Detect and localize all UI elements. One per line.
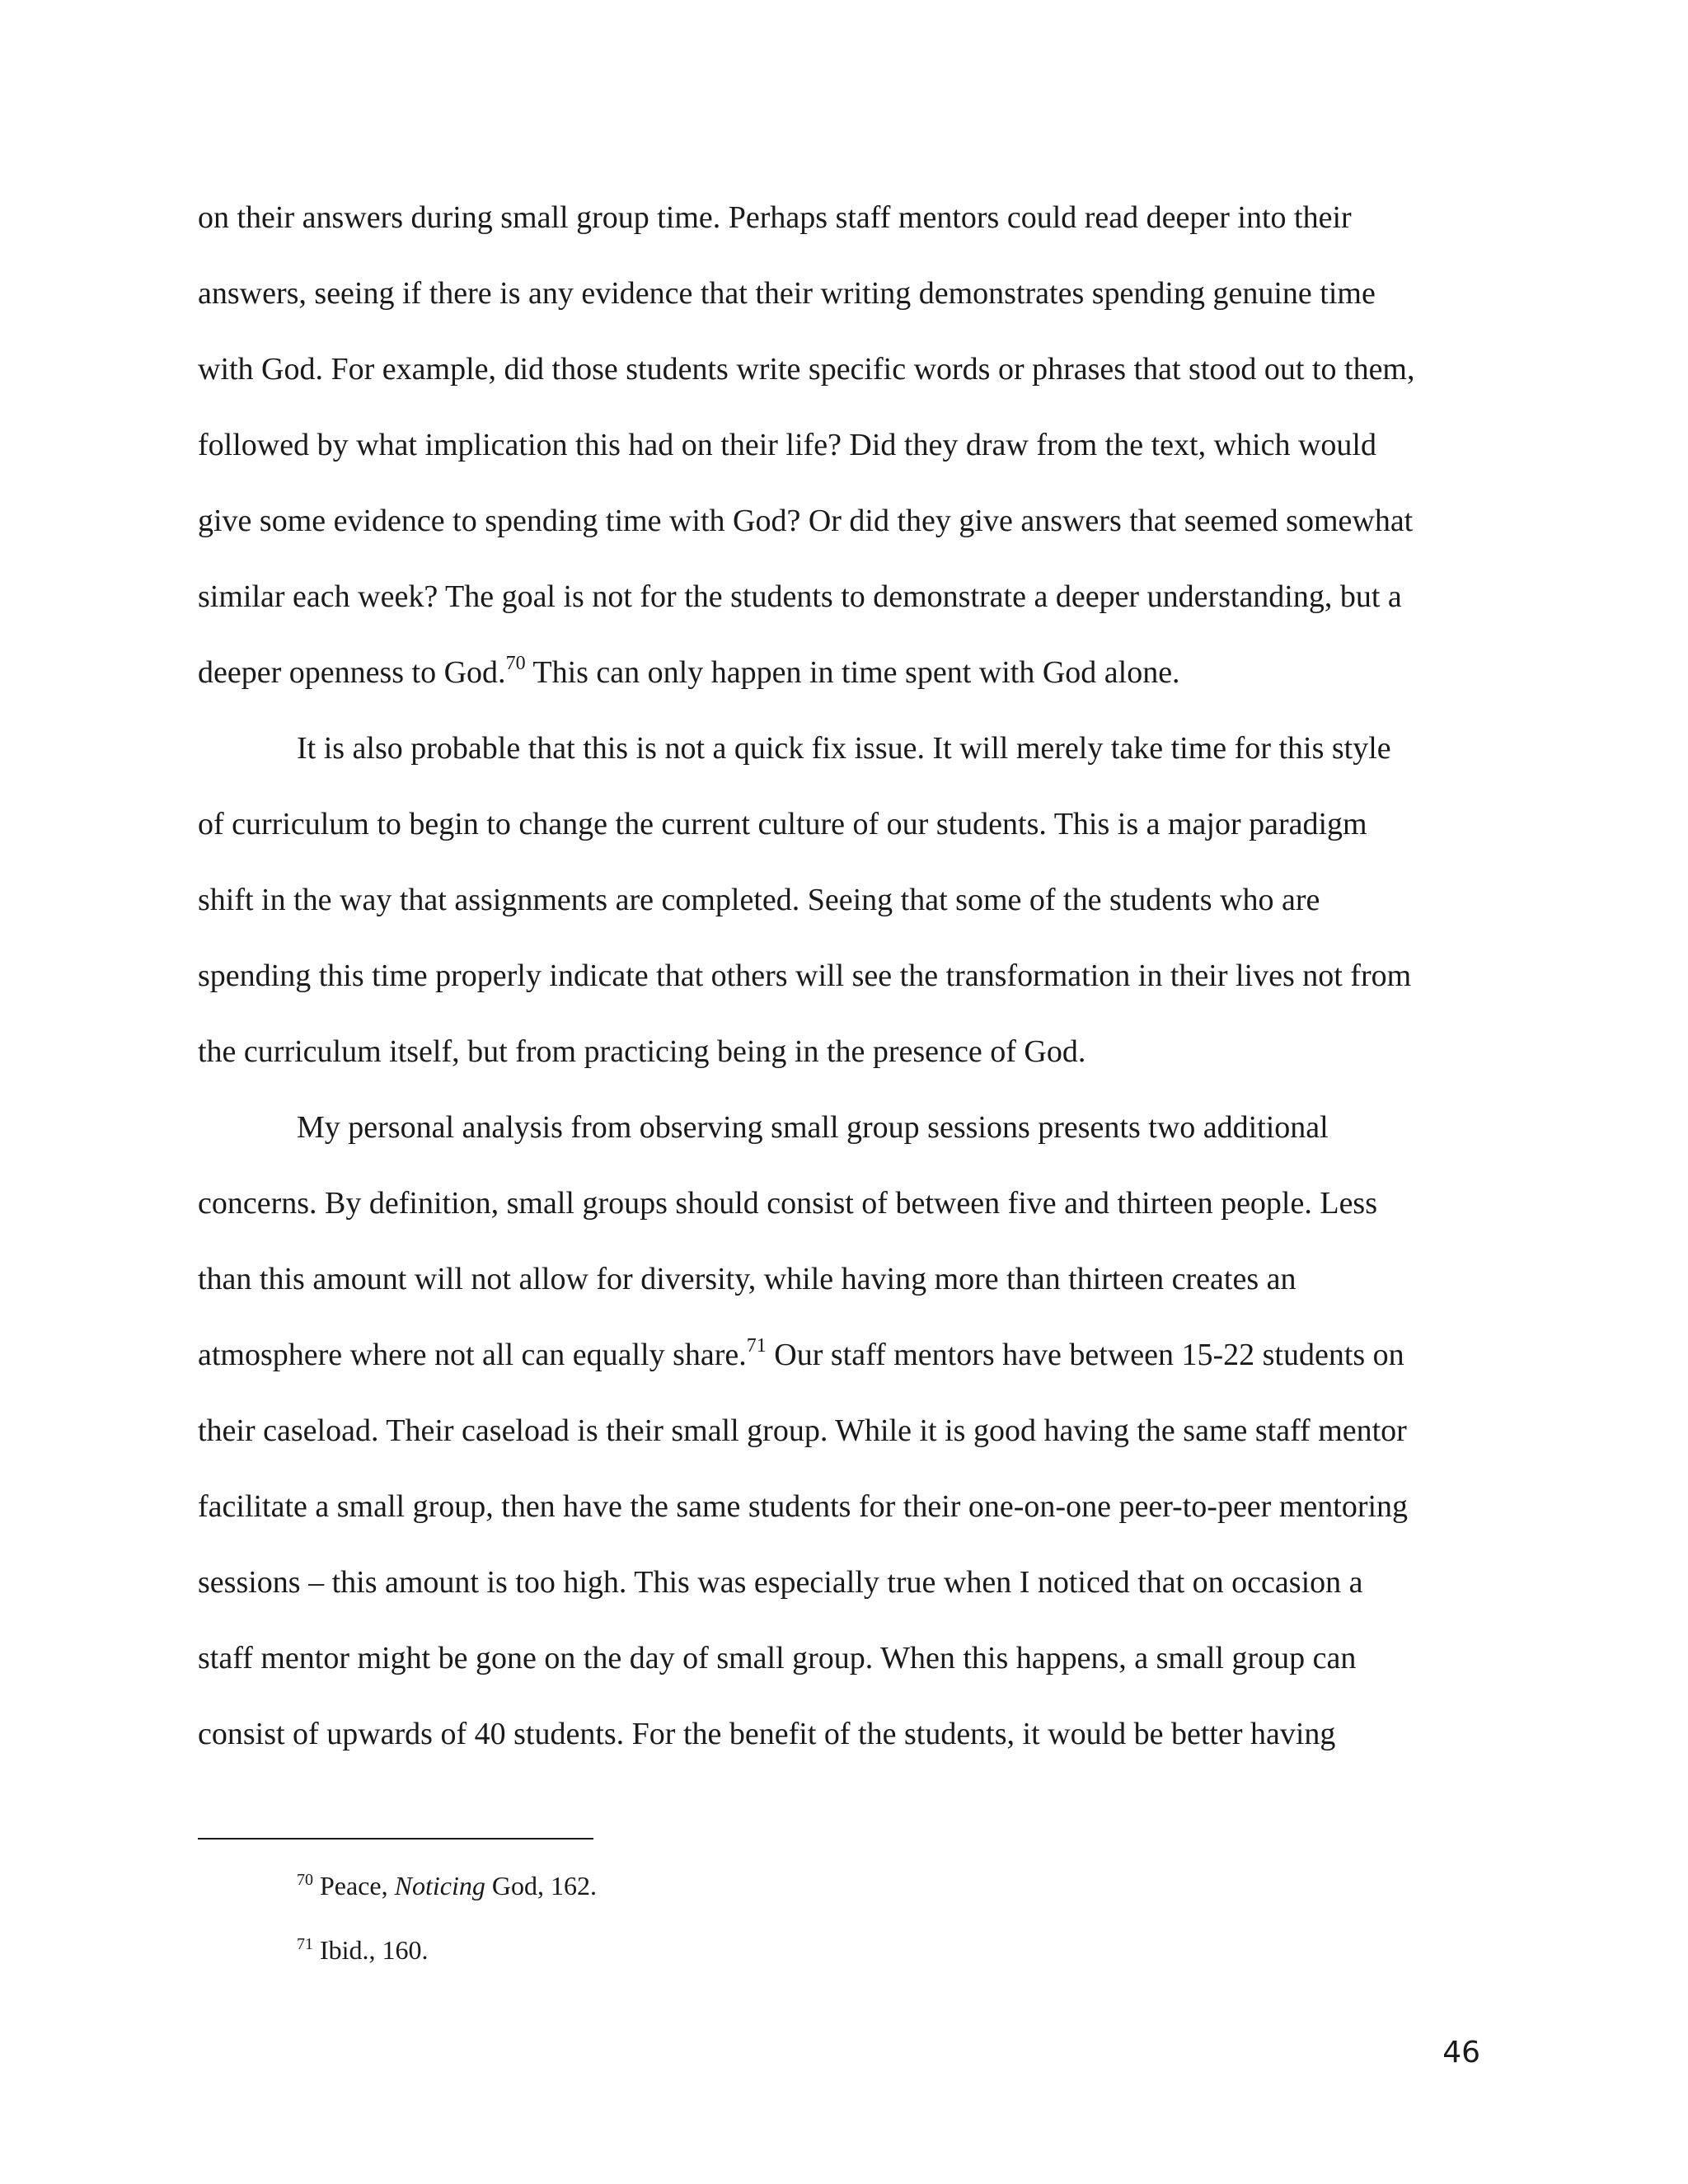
text-line: sessions – this amount is too high. This was especially true when I noticed that on occasion a xyxy=(198,1565,1363,1600)
text-line: on their answers during small group time. Perhaps staff mentors could read deeper into their xyxy=(198,200,1352,235)
text-segment: deeper openness to God. xyxy=(198,655,506,690)
text-line: than this amount will not allow for diversity, while having more than thirteen creates an xyxy=(198,1262,1296,1296)
footnote-ref-70[interactable]: 70 xyxy=(505,653,526,674)
footnote-text: Peace, xyxy=(313,1871,395,1900)
text-line: My personal analysis from observing small group sessions presents two additional xyxy=(297,1110,1329,1145)
page-number: 46 xyxy=(1442,2036,1480,2069)
footnote-number: 71 xyxy=(297,1935,313,1953)
footnotes xyxy=(297,1846,1451,1975)
text-line: shift in the way that assignments are completed. Seeing that some of the students who are xyxy=(198,883,1320,917)
text-line: of curriculum to begin to change the current culture of our students. This is a major paradigm xyxy=(198,807,1367,841)
footnote-number: 70 xyxy=(297,1871,313,1889)
text-segment: Our staff mentors have between 15-22 students on xyxy=(766,1338,1404,1372)
text-line: followed by what implication this had on their life? Did they draw from the text, which would xyxy=(198,428,1376,462)
footnote-text: God, 162. xyxy=(485,1871,597,1900)
text-line: It is also probable that this is not a quick fix issue. It will merely take time for this style xyxy=(297,731,1391,766)
body-text xyxy=(198,198,1492,1790)
text-line: answers, seeing if there is any evidence that their writing demonstrates spending genuine time xyxy=(198,276,1376,311)
footnote-divider xyxy=(198,1838,593,1840)
text-line: concerns. By definition, small groups should consist of between five and thirteen people. Less xyxy=(198,1186,1378,1221)
text-line: the curriculum itself, but from practicing being in the presence of God. xyxy=(198,1034,1086,1069)
text-line: consist of upwards of 40 students. For the benefit of the students, it would be better having xyxy=(198,1717,1336,1751)
footnote-title: Noticing xyxy=(394,1871,485,1900)
footnote-71 xyxy=(297,1910,1451,1975)
text-line: with God. For example, did those students write specific words or phrases that stood out to them, xyxy=(198,352,1415,387)
text-line: their caseload. Their caseload is their small group. While it is good having the same staff mentor xyxy=(198,1413,1407,1448)
text-line: give some evidence to spending time with God? Or did they give answers that seemed somewhat xyxy=(198,504,1414,538)
footnote-70 xyxy=(297,1846,1451,1910)
text-line: facilitate a small group, then have the same students for their one-on-one peer-to-peer mentoring xyxy=(198,1489,1409,1524)
text-line: spending this time properly indicate that others will see the transformation in their lives not from xyxy=(198,958,1412,993)
text-line xyxy=(198,1335,1492,1411)
text-line: staff mentor might be gone on the day of small group. When this happens, a small group can xyxy=(198,1641,1357,1675)
text-line xyxy=(198,653,1492,729)
text-line: similar each week? The goal is not for the students to demonstrate a deeper understanding, but a xyxy=(198,579,1402,614)
text-segment: This can only happen in time spent with God alone. xyxy=(525,655,1180,690)
footnote-ref-71[interactable]: 71 xyxy=(746,1335,767,1357)
text-segment: atmosphere where not all can equally share. xyxy=(198,1338,747,1372)
footnote-text: Ibid., 160. xyxy=(313,1935,429,1965)
